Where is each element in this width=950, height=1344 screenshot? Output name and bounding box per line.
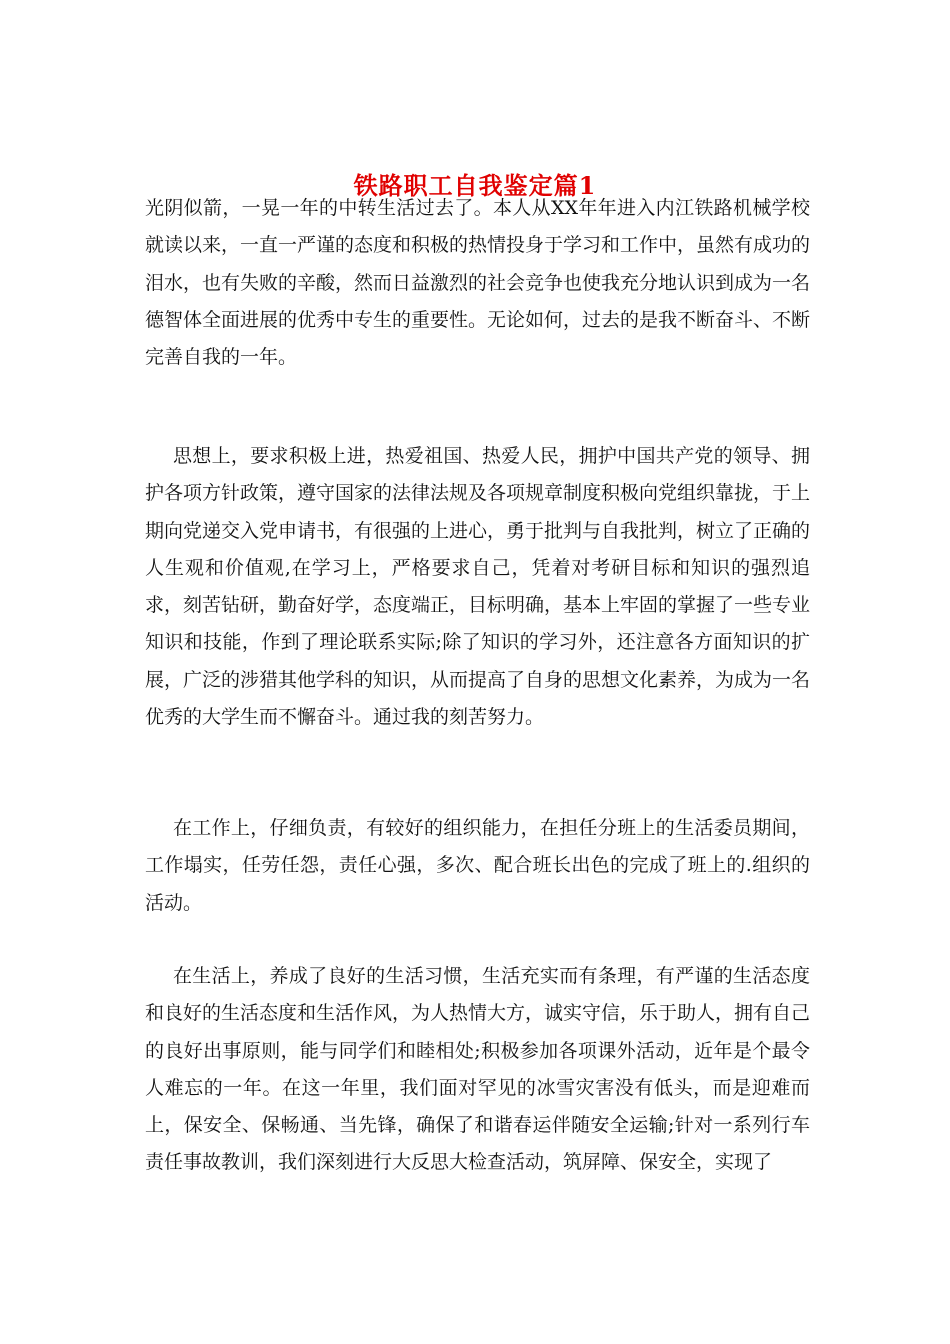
paragraph-life: 在生活上，养成了良好的生活习惯，生活充实而有条理，有严谨的生活态度和良好的生活态度和生活作风，为人热情大方，诚实守信，乐于助人，拥有自己的良好出事原则，能与同学们和睦相处;积极参加各项课外活动，近年是个最令人难忘的一年。在这一年里，我们面对罕见的冰雪灾害没有低头，而是迎难而上，保安全、保畅通、当先锋，确保了和谐春运伴随安全运输;针对一系列行车责任事故教训，我们深刻进行大反思大检查活动，筑屏障、保安全，实现了 (145, 965, 811, 1174)
paragraph-thought: 思想上，要求积极上进，热爱祖国、热爱人民，拥护中国共产党的领导、拥护各项方针政策，遵守国家的法律法规及各项规章制度积极向党组织靠拢，于上期向党递交入党申请书，有很强的上进心，勇于批判与自我批判，树立了正确的人生观和价值观,在学习上，严格要求自己，凭着对考研目标和知识的强烈追求，刻苦钻研，勤奋好学，态度端正，目标明确，基本上牢固的掌握了一些专业知识和技能，作到了理论联系实际;除了知识的学习外，还注意各方面知识的扩展，广泛的涉猎其他学科的知识，从而提高了自身的思想文化素养，为成为一名优秀的大学生而不懈奋斗。通过我的刻苦努力。 (145, 445, 811, 729)
paragraph-intro: 光阴似箭，一晃一年的中转生活过去了。本人从XX年年进入内江铁路机械学校就读以来，一直一严谨的态度和积极的热情投身于学习和工作中，虽然有成功的泪水，也有失败的辛酸，然而日益激烈的社会竞争也使我充分地认识到成为一名德智体全面进展的优秀中专生的重要性。无论如何，过去的是我不断奋斗、不断完善自我的一年。 (145, 197, 811, 369)
paragraph-work: 在工作上，仔细负责，有较好的组织能力，在担任分班上的生活委员期间，工作塌实，任劳任怨，责任心强，多次、配合班长出色的完成了班上的.组织的活动。 (145, 817, 810, 914)
document-title: 铁路职工自我鉴定篇1 (353, 171, 597, 201)
